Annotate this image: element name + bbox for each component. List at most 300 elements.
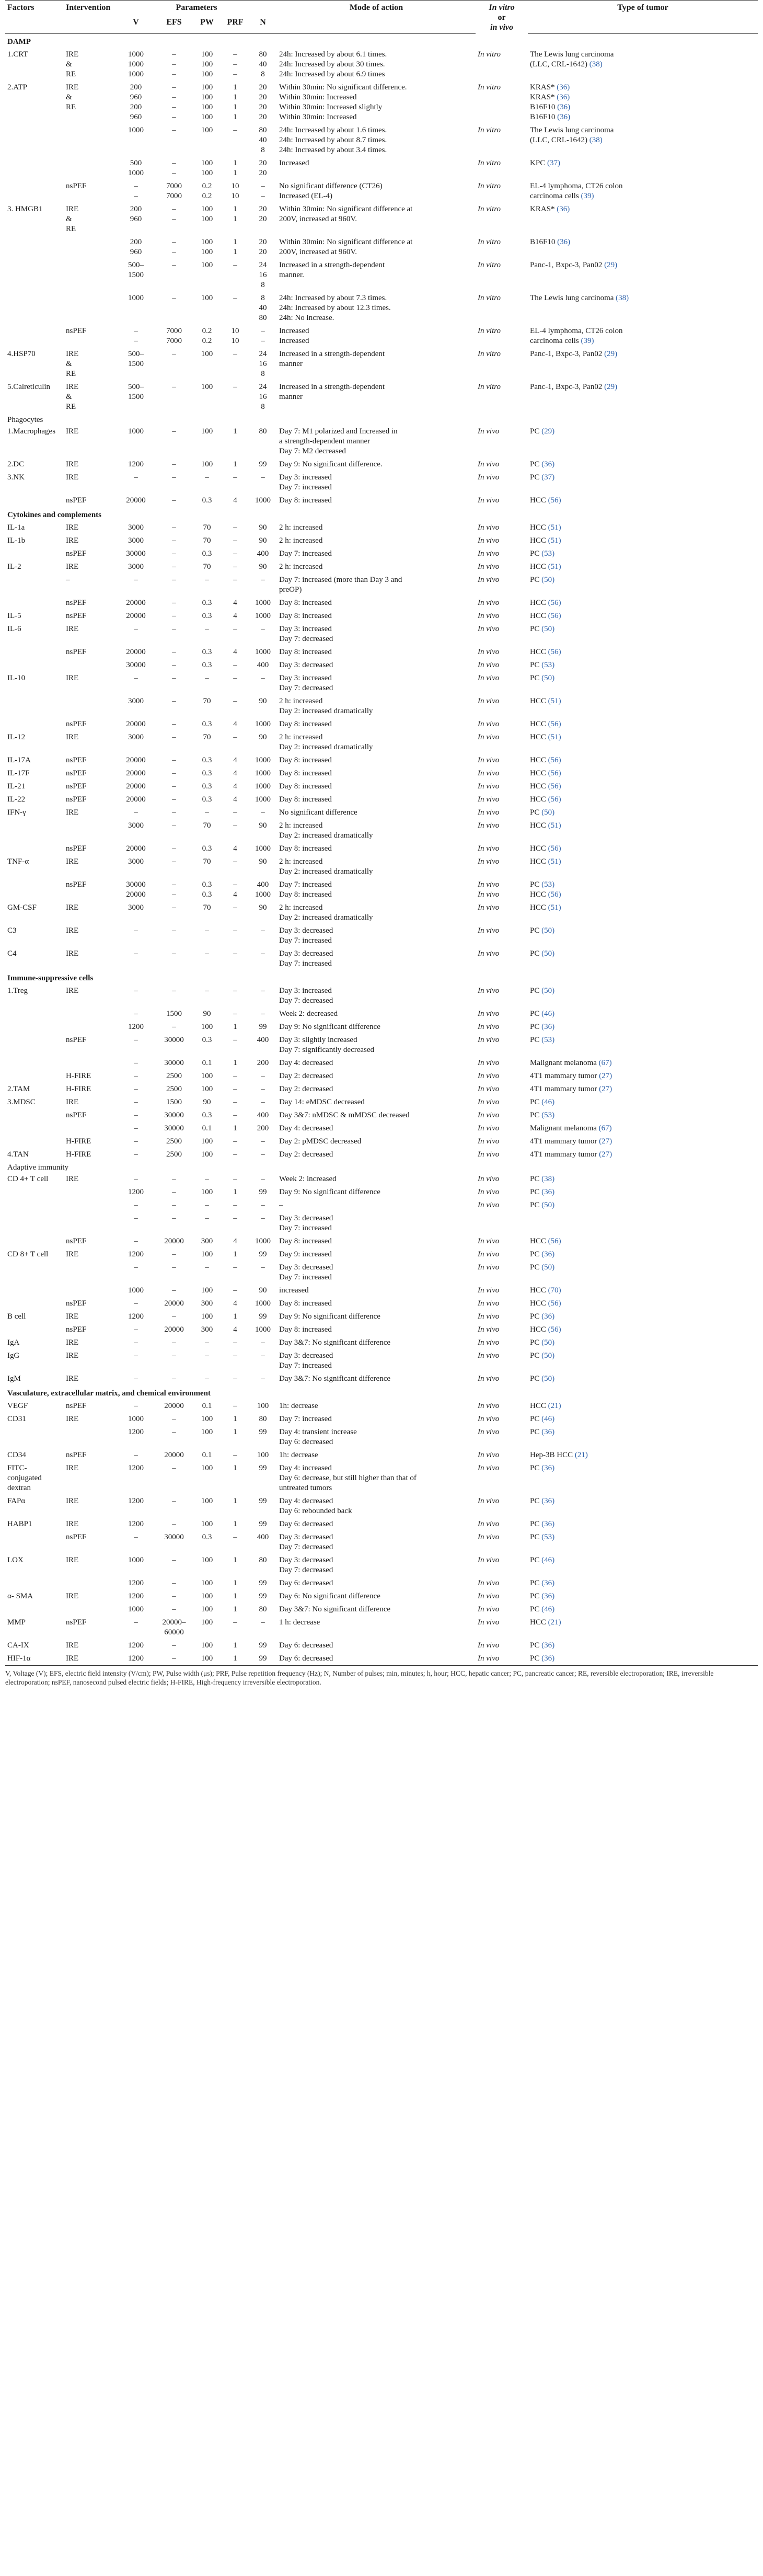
cell-tumor-type: PC (29) — [530, 427, 555, 436]
cell-tumor-type: PC (36) — [530, 1427, 555, 1436]
cell-mode-of-action: Day 8: increased — [279, 719, 332, 728]
table-body — [5, 33, 758, 1665]
cell-factor: FAPα — [7, 1496, 26, 1505]
table-row — [5, 646, 758, 659]
cell-pulse-width: 100 — [201, 125, 213, 134]
cell-prf: – — [233, 1213, 237, 1222]
cell-pulse-count: 100 — [257, 1450, 269, 1459]
cell-mode-of-action: Day 8: increased — [279, 611, 332, 620]
cell-intervention: IRE — [66, 1414, 79, 1423]
cell-pulse-width: 100 100 100 100 — [201, 83, 213, 121]
cell-efs: – — [172, 1641, 176, 1650]
cell-pulse-count: – – — [261, 181, 265, 200]
cell-pulse-width: – — [205, 1338, 209, 1347]
cell-efs: – — [172, 1022, 176, 1031]
cell-pulse-width: 100 — [201, 1022, 213, 1031]
cell-pulse-count: 99 — [259, 1641, 267, 1650]
cell-pulse-count: 20 20 — [259, 204, 267, 223]
cell-in-vitro-or-vivo: In vivo — [478, 1097, 500, 1106]
table-row — [5, 793, 758, 806]
cell-pulse-count: 90 — [259, 732, 267, 741]
table-row — [5, 48, 758, 81]
cell-pulse-count: – — [261, 808, 265, 817]
cell-pulse-count: 80 — [259, 427, 267, 436]
cell-voltage: 500– 1500 — [128, 349, 144, 368]
cell-efs: – — [172, 719, 176, 728]
cell-factor: IL-2 — [7, 562, 21, 571]
cell-pulse-width: 100 — [201, 1555, 213, 1564]
table-row — [5, 1083, 758, 1096]
cell-pulse-count: – — [261, 1338, 265, 1347]
cell-efs: – — [172, 624, 176, 633]
table-row — [5, 1186, 758, 1199]
cell-tumor-type: HCC (21) — [530, 1618, 561, 1627]
cell-tumor-type: HCC (56) — [530, 647, 561, 656]
cell-mode-of-action: Week 2: increased — [279, 1174, 337, 1183]
cell-efs: – — [172, 1286, 176, 1295]
cell-voltage: – — [134, 1009, 138, 1018]
cell-pulse-width: 300 — [201, 1237, 213, 1245]
cell-pulse-count: 90 — [259, 857, 267, 866]
cell-tumor-type: KRAS* (36) — [530, 204, 570, 213]
cell-intervention: IRE — [66, 857, 79, 866]
cell-efs: – – – — [172, 50, 176, 78]
cell-in-vitro-or-vivo: In vivo — [478, 496, 500, 505]
cell-efs: – — [172, 1519, 176, 1528]
cell-tumor-type: PC (50) — [530, 1374, 555, 1383]
table-row — [5, 1173, 758, 1186]
cell-pulse-width: 100 100 100 — [201, 50, 213, 78]
cell-efs: – — [172, 598, 176, 607]
table-row — [5, 236, 758, 259]
cell-mode-of-action: Day 3: increased Day 7: decreased — [279, 624, 333, 643]
cell-mode-of-action: Day 3: increased Day 7: decreased — [279, 673, 333, 692]
table-row — [5, 1426, 758, 1449]
cell-pulse-count: 99 — [259, 1022, 267, 1031]
cell-tumor-type: PC (46) — [530, 1555, 555, 1564]
cell-prf: 1 — [233, 1022, 237, 1031]
cell-tumor-type: KPC (37) — [530, 158, 560, 167]
cell-mode-of-action: Day 3: increased Day 7: increased — [279, 473, 332, 491]
cell-efs: – — [172, 903, 176, 912]
cell-voltage: – – — [134, 181, 138, 200]
cell-prf: – — [233, 1286, 237, 1295]
cell-tumor-type: KRAS* (36) KRAS* (36) B16F10 (36) B16F10 (36) — [530, 83, 571, 121]
cell-voltage: – — [134, 1237, 138, 1245]
cell-pulse-count: – — [261, 1174, 265, 1183]
cell-in-vitro-or-vivo: In vivo — [478, 1450, 500, 1459]
cell-voltage: – — [134, 1299, 138, 1308]
cell-pulse-width: 0.1 — [202, 1401, 212, 1410]
cell-voltage: – — [134, 1338, 138, 1347]
cell-efs: – — [172, 382, 176, 391]
cell-pulse-count: 24 16 8 — [259, 349, 267, 378]
table-footnote: V, Voltage (V); EFS, electric field intensity (V/cm); PW, Pulse width (μs); PRF, Pulse repetition frequency (Hz); N, Number of pulses; min, minutes; h, hour; HCC, hepatic cancer; PC, pancreatic cancer; RE, reversible electroporation; IRE, irreversible electroporation; nsPEF, nanosecond pulsed electric fields; H-FIRE, High-frequency irreversible electroporation. — [5, 1669, 714, 1686]
table-row — [5, 672, 758, 695]
cell-tumor-type: PC (36) — [530, 1641, 555, 1650]
cell-tumor-type: Panc-1, Bxpc-3, Pan02 (29) — [530, 260, 618, 269]
cell-in-vitro-or-vivo: In vivo — [478, 660, 500, 669]
cell-pulse-count: – — [261, 986, 265, 995]
cell-efs: – — [172, 660, 176, 669]
cell-in-vitro-or-vivo: In vivo — [478, 795, 500, 804]
cell-intervention: nsPEF — [66, 782, 87, 791]
cell-tumor-type: PC (36) — [530, 1519, 555, 1528]
table-row — [5, 1109, 758, 1122]
cell-factor: IL-10 — [7, 673, 26, 682]
cell-voltage: 1000 — [128, 1414, 144, 1423]
cell-voltage: – — [134, 1084, 138, 1093]
cell-mode-of-action: Day 3: decreased Day 7: increased — [279, 926, 333, 945]
cell-efs: – — [172, 949, 176, 958]
cell-prf: – — [233, 473, 237, 482]
cell-efs: – — [172, 536, 176, 545]
cell-tumor-type: HCC (51) — [530, 857, 561, 866]
cell-factor: CD 4+ T cell — [7, 1174, 49, 1183]
cell-voltage: – — [134, 1097, 138, 1106]
cell-prf: 4 — [233, 1299, 237, 1308]
cell-intervention — [64, 259, 116, 292]
cell-efs: – — [172, 260, 176, 269]
cell-tumor-type: HCC (51) — [530, 903, 561, 912]
cell-efs: – — [172, 1187, 176, 1196]
section-heading: DAMP — [7, 37, 31, 46]
cell-pulse-count: 1000 — [255, 647, 271, 656]
cell-prf: 1 1 1 1 — [233, 83, 237, 121]
cell-efs: 30000 — [164, 1124, 184, 1132]
cell-mode-of-action: Day 8: increased — [279, 598, 332, 607]
cell-factor: 2.DC — [7, 460, 25, 468]
cell-pulse-width: – — [205, 1200, 209, 1209]
cell-pulse-width: – — [205, 1351, 209, 1360]
cell-tumor-type: PC (53) — [530, 1110, 555, 1119]
cell-efs: 20000 — [164, 1237, 184, 1245]
cell-tumor-type: HCC (56) — [530, 719, 561, 728]
immune-effects-table — [5, 0, 758, 1665]
table-row — [5, 767, 758, 780]
cell-pulse-width: 0.3 — [202, 755, 212, 764]
cell-tumor-type: PC (36) — [530, 1187, 555, 1196]
cell-mode-of-action: 1 h: decrease — [279, 1618, 320, 1627]
cell-intervention: IRE & RE — [66, 83, 79, 111]
cell-factor — [5, 1531, 64, 1554]
cell-prf: 4 — [233, 719, 237, 728]
cell-tumor-type: PC (36) — [530, 460, 555, 468]
cell-voltage: 1200 — [128, 1654, 144, 1663]
cell-in-vitro-or-vivo: In vitro — [478, 237, 501, 246]
cell-prf: – — [233, 926, 237, 935]
cell-prf: 4 — [233, 795, 237, 804]
subsection-heading: Phagocytes — [7, 415, 43, 424]
cell-mode-of-action: 2 h: increased — [279, 536, 323, 545]
cell-mode-of-action: Day 3: decreased Day 7: increased — [279, 949, 333, 968]
cell-in-vitro-or-vivo: In vivo — [478, 1009, 500, 1018]
cell-pulse-width: 100 — [201, 1496, 213, 1505]
table-row — [5, 1639, 758, 1652]
cell-efs: – — [172, 986, 176, 995]
cell-pulse-count: 90 — [259, 696, 267, 705]
cell-factor: CD34 — [7, 1450, 26, 1459]
cell-mode-of-action: Day 9: No significant difference — [279, 1022, 380, 1031]
cell-prf: 1 — [233, 1496, 237, 1505]
cell-factor: IL-21 — [7, 782, 26, 791]
cell-intervention — [64, 124, 116, 157]
cell-efs: – — [172, 782, 176, 791]
cell-mode-of-action: Day 2: pMDSC decreased — [279, 1137, 362, 1146]
cell-intervention: nsPEF — [66, 769, 87, 777]
table-row — [5, 901, 758, 924]
cell-factor: 1.CRT — [7, 50, 28, 59]
cell-efs: 30000 — [164, 1058, 184, 1067]
cell-prf: 1 — [233, 1578, 237, 1587]
cell-factor — [5, 259, 64, 292]
cell-intervention: IRE — [66, 1374, 79, 1383]
cell-prf: 1 — [233, 1414, 237, 1423]
cell-factor — [5, 1186, 64, 1199]
cell-prf: – — [233, 293, 237, 302]
cell-factor — [5, 180, 64, 203]
table-row — [5, 597, 758, 610]
table-row — [5, 157, 758, 180]
cell-intervention: nsPEF — [66, 795, 87, 804]
cell-prf: 4 — [233, 844, 237, 853]
table-row — [5, 1261, 758, 1284]
cell-prf: 4 — [233, 496, 237, 505]
cell-tumor-type: 4T1 mammary tumor (27) — [530, 1137, 612, 1146]
cell-factor — [5, 1122, 64, 1135]
section-heading-row — [5, 33, 758, 48]
cell-pulse-width: 100 — [201, 1618, 213, 1627]
cell-prf: 4 — [233, 647, 237, 656]
cell-mode-of-action: Day 9: No significant difference. — [279, 460, 383, 468]
cell-in-vitro-or-vivo: In vivo — [478, 1022, 500, 1031]
cell-factor: IL-6 — [7, 624, 21, 633]
cell-prf: – — [233, 624, 237, 633]
cell-pulse-count: 99 — [259, 1187, 267, 1196]
cell-tumor-type: PC (53) — [530, 1532, 555, 1541]
table-row — [5, 560, 758, 574]
cell-pulse-width: 70 — [203, 562, 211, 571]
table-row — [5, 1323, 758, 1336]
cell-intervention: nsPEF — [66, 1401, 87, 1410]
cell-efs: – — [172, 1351, 176, 1360]
cell-prf: – — [233, 1071, 237, 1080]
table-row — [5, 1603, 758, 1616]
cell-mode-of-action: Day 7: increased (more than Day 3 and preOP) — [279, 575, 402, 594]
cell-intervention: IRE — [66, 523, 79, 532]
cell-in-vitro-or-vivo: In vivo — [478, 1496, 500, 1505]
cell-pulse-width: – — [205, 624, 209, 633]
cell-efs: – — [172, 795, 176, 804]
cell-tumor-type: PC (50) — [530, 1200, 555, 1209]
cell-mode-of-action: Day 6: decreased — [279, 1641, 333, 1650]
cell-mode-of-action: Day 8: increased — [279, 782, 332, 791]
cell-factor: VEGF — [7, 1401, 28, 1410]
cell-prf: – — [233, 673, 237, 682]
cell-voltage: 1200 — [128, 1250, 144, 1258]
cell-pulse-width: 100 — [201, 382, 213, 391]
cell-intervention — [64, 695, 116, 718]
cell-tumor-type: Panc-1, Bxpc-3, Pan02 (29) — [530, 349, 618, 358]
cell-prf: – — [233, 1137, 237, 1146]
cell-pulse-width: 100 — [201, 1084, 213, 1093]
cell-mode-of-action: Day 3: slightly increased Day 7: significantly decreased — [279, 1035, 375, 1054]
cell-pulse-width: 0.3 — [202, 719, 212, 728]
cell-in-vitro-or-vivo: In vivo — [478, 1286, 500, 1295]
cell-intervention: IRE — [66, 1592, 79, 1600]
cell-pulse-width: – — [205, 1174, 209, 1183]
cell-voltage: 1000 1000 1000 — [128, 50, 144, 78]
cell-prf: – — [233, 1618, 237, 1627]
cell-in-vitro-or-vivo: In vivo — [478, 1401, 500, 1410]
cell-efs: – — [172, 473, 176, 482]
cell-pulse-width: 100 — [201, 1427, 213, 1436]
cell-mode-of-action: Day 7: increased — [279, 549, 332, 558]
cell-tumor-type: PC (36) — [530, 1022, 555, 1031]
cell-mode-of-action: No significant difference (CT26) Increased (EL-4) — [279, 181, 383, 200]
cell-efs: 2500 — [166, 1137, 182, 1146]
cell-tumor-type: PC (53) — [530, 1035, 555, 1044]
cell-voltage: – — [134, 1213, 138, 1222]
cell-pulse-width: 0.3 — [202, 647, 212, 656]
cell-intervention — [64, 1577, 116, 1590]
cell-factor — [5, 718, 64, 731]
cell-pulse-count: 200 — [257, 1058, 269, 1067]
cell-voltage: – — [134, 624, 138, 633]
cell-factor — [5, 124, 64, 157]
cell-pulse-width: 70 — [203, 523, 211, 532]
cell-intervention: IRE — [66, 986, 79, 995]
cell-voltage: – — [134, 673, 138, 682]
cell-prf: – — [233, 1174, 237, 1183]
header-v: V — [116, 16, 156, 33]
cell-factor: MMP — [7, 1618, 26, 1627]
table-row — [5, 731, 758, 754]
cell-pulse-count: 1000 — [255, 755, 271, 764]
cell-prf: – — [233, 1263, 237, 1272]
section-heading-row — [5, 970, 758, 984]
cell-mode-of-action: Day 8: increased — [279, 1299, 332, 1308]
cell-pulse-count: 99 — [259, 1578, 267, 1587]
cell-intervention: IRE — [66, 1654, 79, 1663]
cell-factor — [5, 1007, 64, 1021]
cell-tumor-type: PC (50) — [530, 926, 555, 935]
cell-voltage: 20000 — [126, 782, 146, 791]
cell-prf: 10 10 — [231, 181, 239, 200]
cell-pulse-width: 100 100 — [201, 158, 213, 177]
cell-in-vitro-or-vivo: In vivo — [478, 1654, 500, 1663]
cell-voltage: – — [134, 1058, 138, 1067]
cell-intervention — [64, 1426, 116, 1449]
cell-voltage: 3000 — [128, 536, 144, 545]
cell-mode-of-action: – — [279, 1200, 283, 1209]
cell-in-vitro-or-vivo: In vivo — [478, 1124, 500, 1132]
table-row — [5, 180, 758, 203]
cell-mode-of-action: Day 3: decreased Day 7: increased — [279, 1351, 333, 1370]
cell-in-vitro-or-vivo: In vivo — [478, 1338, 500, 1347]
cell-pulse-count: 99 — [259, 1312, 267, 1321]
cell-pulse-count: 1000 — [255, 782, 271, 791]
cell-in-vitro-or-vivo: In vitro — [478, 260, 501, 269]
cell-pulse-width: 0.2 0.2 — [202, 326, 212, 345]
cell-pulse-width: 100 — [201, 460, 213, 468]
cell-intervention: IRE & RE — [66, 204, 79, 233]
cell-pulse-count: – — [261, 1150, 265, 1159]
cell-prf: 4 — [233, 755, 237, 764]
cell-pulse-count: 8 40 80 — [259, 293, 267, 322]
cell-in-vitro-or-vivo: In vivo — [478, 986, 500, 995]
cell-pulse-width: 300 — [201, 1325, 213, 1334]
cell-prf: – — [233, 1097, 237, 1106]
cell-voltage: 20000 — [126, 755, 146, 764]
cell-prf: – — [233, 575, 237, 584]
cell-in-vitro-or-vivo: In vivo — [478, 1578, 500, 1587]
cell-prf: – — [233, 382, 237, 391]
table-row — [5, 1284, 758, 1297]
cell-prf: – — [233, 660, 237, 669]
cell-prf: 1 1 — [233, 158, 237, 177]
cell-efs: – — [172, 769, 176, 777]
cell-intervention: IRE — [66, 1351, 79, 1360]
cell-pulse-width: 100 — [201, 1071, 213, 1080]
cell-voltage: 20000 — [126, 795, 146, 804]
cell-pulse-count: 99 — [259, 1496, 267, 1505]
cell-prf: – — [233, 1200, 237, 1209]
cell-intervention — [64, 1007, 116, 1021]
cell-mode-of-action: Day 7: increased — [279, 1414, 332, 1423]
cell-pulse-width: 0.3 — [202, 598, 212, 607]
cell-intervention: nsPEF — [66, 1325, 87, 1334]
cell-efs: – — [172, 673, 176, 682]
cell-mode-of-action: Day 4: transient increase Day 6: decreased — [279, 1427, 357, 1446]
cell-prf: – — [233, 549, 237, 558]
cell-intervention: IRE — [66, 926, 79, 935]
table-row — [5, 1372, 758, 1386]
cell-efs: 2500 — [166, 1084, 182, 1093]
cell-tumor-type: PC (37) — [530, 473, 555, 482]
cell-pulse-width: 100 — [201, 1312, 213, 1321]
cell-tumor-type: HCC (56) — [530, 1237, 561, 1245]
cell-factor — [5, 1057, 64, 1070]
table-row — [5, 348, 758, 381]
cell-tumor-type: HCC (70) — [530, 1286, 561, 1295]
cell-mode-of-action: Day 3&7: No significant difference — [279, 1338, 391, 1347]
cell-efs: – — [172, 125, 176, 134]
cell-pulse-width: 100 — [201, 1592, 213, 1600]
cell-in-vitro-or-vivo: In vivo — [478, 1605, 500, 1613]
cell-efs: – — [172, 1555, 176, 1564]
cell-factor — [5, 1235, 64, 1248]
cell-pulse-count: 20 20 20 20 — [259, 83, 267, 121]
cell-intervention: IRE — [66, 427, 79, 436]
cell-in-vitro-or-vivo: In vivo — [478, 1618, 500, 1627]
cell-intervention: IRE — [66, 624, 79, 633]
cell-pulse-width: 100 — [201, 293, 213, 302]
cell-prf: – — [233, 125, 237, 134]
cell-prf: – — [233, 857, 237, 866]
cell-mode-of-action: Within 30min: No significant difference at 200V, increased at 960V. — [279, 237, 413, 256]
cell-efs: – — [172, 1174, 176, 1183]
cell-voltage: – — [134, 1071, 138, 1080]
cell-tumor-type: PC (36) — [530, 1463, 555, 1472]
cell-intervention — [64, 1284, 116, 1297]
cell-prf: 4 — [233, 769, 237, 777]
cell-prf: 1 — [233, 1555, 237, 1564]
cell-mode-of-action: Week 2: decreased — [279, 1009, 338, 1018]
cell-voltage: 200 960 — [130, 237, 142, 256]
cell-factor — [5, 236, 64, 259]
cell-mode-of-action: Day 6: No significant difference — [279, 1592, 380, 1600]
